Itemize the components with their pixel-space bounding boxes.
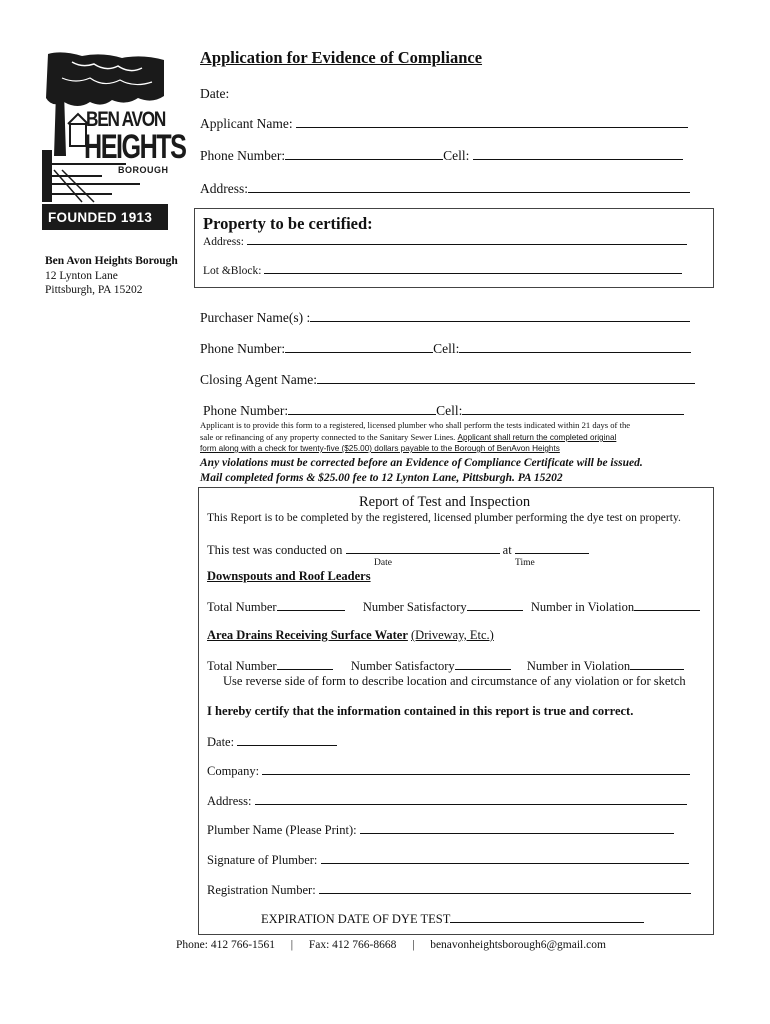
logo-founded: FOUNDED 1913 — [48, 210, 153, 225]
area-drains-counts-row[interactable] — [207, 658, 684, 674]
logo-text-ben-avon: BEN AVON — [86, 108, 166, 131]
logo-text-borough: BOROUGH — [118, 165, 169, 175]
report-address-label: Address: — [207, 794, 252, 808]
downspouts-counts-row[interactable] — [207, 599, 700, 615]
borough-city: Pittsburgh, PA 15202 — [45, 284, 143, 296]
instructions-line-2 — [200, 432, 616, 442]
footer — [176, 939, 606, 951]
area-drains-heading-text: Area Drains Receiving Surface Water — [207, 628, 408, 642]
instructions-line-3: form along with a check for twenty-five ($25.00) dollars payable to the Borough of BenAvon Heights — [200, 444, 560, 453]
date-caption: Date — [374, 558, 392, 568]
applicant-phone-label: Phone Number: — [200, 148, 286, 163]
downspouts-violation-label: Number in Violation — [530, 600, 635, 614]
borough-name: Ben Avon Heights Borough — [45, 255, 178, 267]
plumber-name-field[interactable] — [207, 822, 674, 838]
mail-notice: Mail completed forms & $25.00 fee to 12 Lynton Lane, Pittsburgh. PA 15202 — [200, 472, 563, 484]
applicant-address-field[interactable] — [200, 181, 690, 197]
borough-logo — [42, 52, 186, 230]
plumber-name-label: Plumber Name (Please Print): — [207, 823, 357, 837]
footer-phone: Phone: 412 766-1561 — [176, 939, 276, 951]
agent-cell-label: Cell: — [436, 403, 463, 418]
expiration-label: EXPIRATION DATE OF DYE TEST — [261, 912, 451, 926]
test-at-label: at — [502, 543, 512, 557]
applicant-name-label: Applicant Name: — [200, 116, 293, 131]
logo-text-heights: HEIGHTS — [84, 128, 186, 166]
downspouts-total-label: Total Number — [207, 600, 277, 614]
reverse-side-note: Use reverse side of form to describe location and circumstance of any violation or for sketch — [223, 674, 686, 688]
test-conducted-field[interactable] — [207, 542, 589, 558]
footer-separator-2: | — [412, 939, 415, 951]
company-label: Company: — [207, 764, 260, 778]
instructions-line-2-text: sale or refinancing of any property connected to the Sanitary Sewer Lines. — [200, 432, 456, 442]
closing-agent-label: Closing Agent Name: — [200, 372, 317, 387]
time-caption: Time — [515, 558, 535, 568]
report-address-field[interactable] — [207, 793, 687, 809]
area-satisfactory-label: Number Satisfactory — [350, 659, 455, 673]
property-heading: Property to be certified: — [203, 214, 373, 233]
report-date-label: Date: — [207, 735, 235, 749]
area-violation-label: Number in Violation — [526, 659, 631, 673]
area-drains-heading-suffix: (Driveway, Etc.) — [411, 628, 494, 642]
property-address-field[interactable] — [203, 235, 687, 248]
instructions-line-1: Applicant is to provide this form to a registered, licensed plumber who shall perform the tests indicated within 21 days of the — [200, 420, 631, 430]
applicant-date-field[interactable] — [200, 86, 229, 102]
report-subtitle: This Report is to be completed by the registered, licensed plumber performing the dye test on property. — [207, 512, 681, 524]
footer-separator-1: | — [290, 939, 294, 951]
agent-phone-field[interactable] — [203, 403, 684, 419]
footer-email[interactable]: benavonheightsborough6@gmail.com — [430, 939, 606, 951]
report-heading: Report of Test and Inspection — [359, 494, 531, 510]
registration-field[interactable] — [207, 882, 691, 898]
instructions-line-2-underlined: Applicant shall return the completed original — [457, 433, 617, 442]
purchaser-name-label: Purchaser Name(s) : — [200, 310, 311, 325]
property-address-label: Address: — [203, 236, 244, 248]
expiration-field[interactable] — [261, 911, 644, 927]
property-lot-field[interactable] — [203, 264, 682, 277]
purchaser-name-field[interactable] — [200, 310, 690, 326]
violations-notice: Any violations must be corrected before an Evidence of Compliance Certificate will be issued. — [200, 457, 643, 469]
signature-field[interactable] — [207, 852, 689, 868]
closing-agent-field[interactable] — [200, 372, 695, 388]
test-conducted-label: This test was conducted on — [207, 543, 343, 557]
applicant-address-label: Address: — [200, 181, 248, 196]
registration-label: Registration Number: — [207, 883, 316, 897]
applicant-name-field[interactable] — [200, 116, 688, 132]
purchaser-phone-label: Phone Number: — [200, 341, 286, 356]
page-title: Application for Evidence of Compliance — [200, 48, 483, 67]
purchaser-phone-field[interactable] — [200, 341, 691, 357]
area-total-label: Total Number — [207, 659, 277, 673]
property-lot-label: Lot &Block: — [203, 265, 262, 277]
footer-fax: Fax: 412 766-8668 — [308, 939, 397, 951]
report-date-field[interactable] — [207, 734, 337, 750]
area-drains-heading — [207, 628, 494, 643]
applicant-phone-field[interactable] — [200, 148, 683, 164]
company-field[interactable] — [207, 763, 690, 779]
purchaser-cell-label: Cell: — [433, 341, 460, 356]
applicant-cell-label: Cell: — [443, 148, 470, 163]
borough-street: 12 Lynton Lane — [45, 270, 118, 282]
certification-statement: I hereby certify that the information contained in this report is true and correct. — [207, 704, 634, 718]
applicant-date-label: Date: — [200, 86, 230, 101]
signature-label: Signature of Plumber: — [207, 853, 318, 867]
downspouts-heading: Downspouts and Roof Leaders — [207, 569, 371, 583]
downspouts-satisfactory-label: Number Satisfactory — [362, 600, 467, 614]
agent-phone-label: Phone Number: — [203, 403, 289, 418]
